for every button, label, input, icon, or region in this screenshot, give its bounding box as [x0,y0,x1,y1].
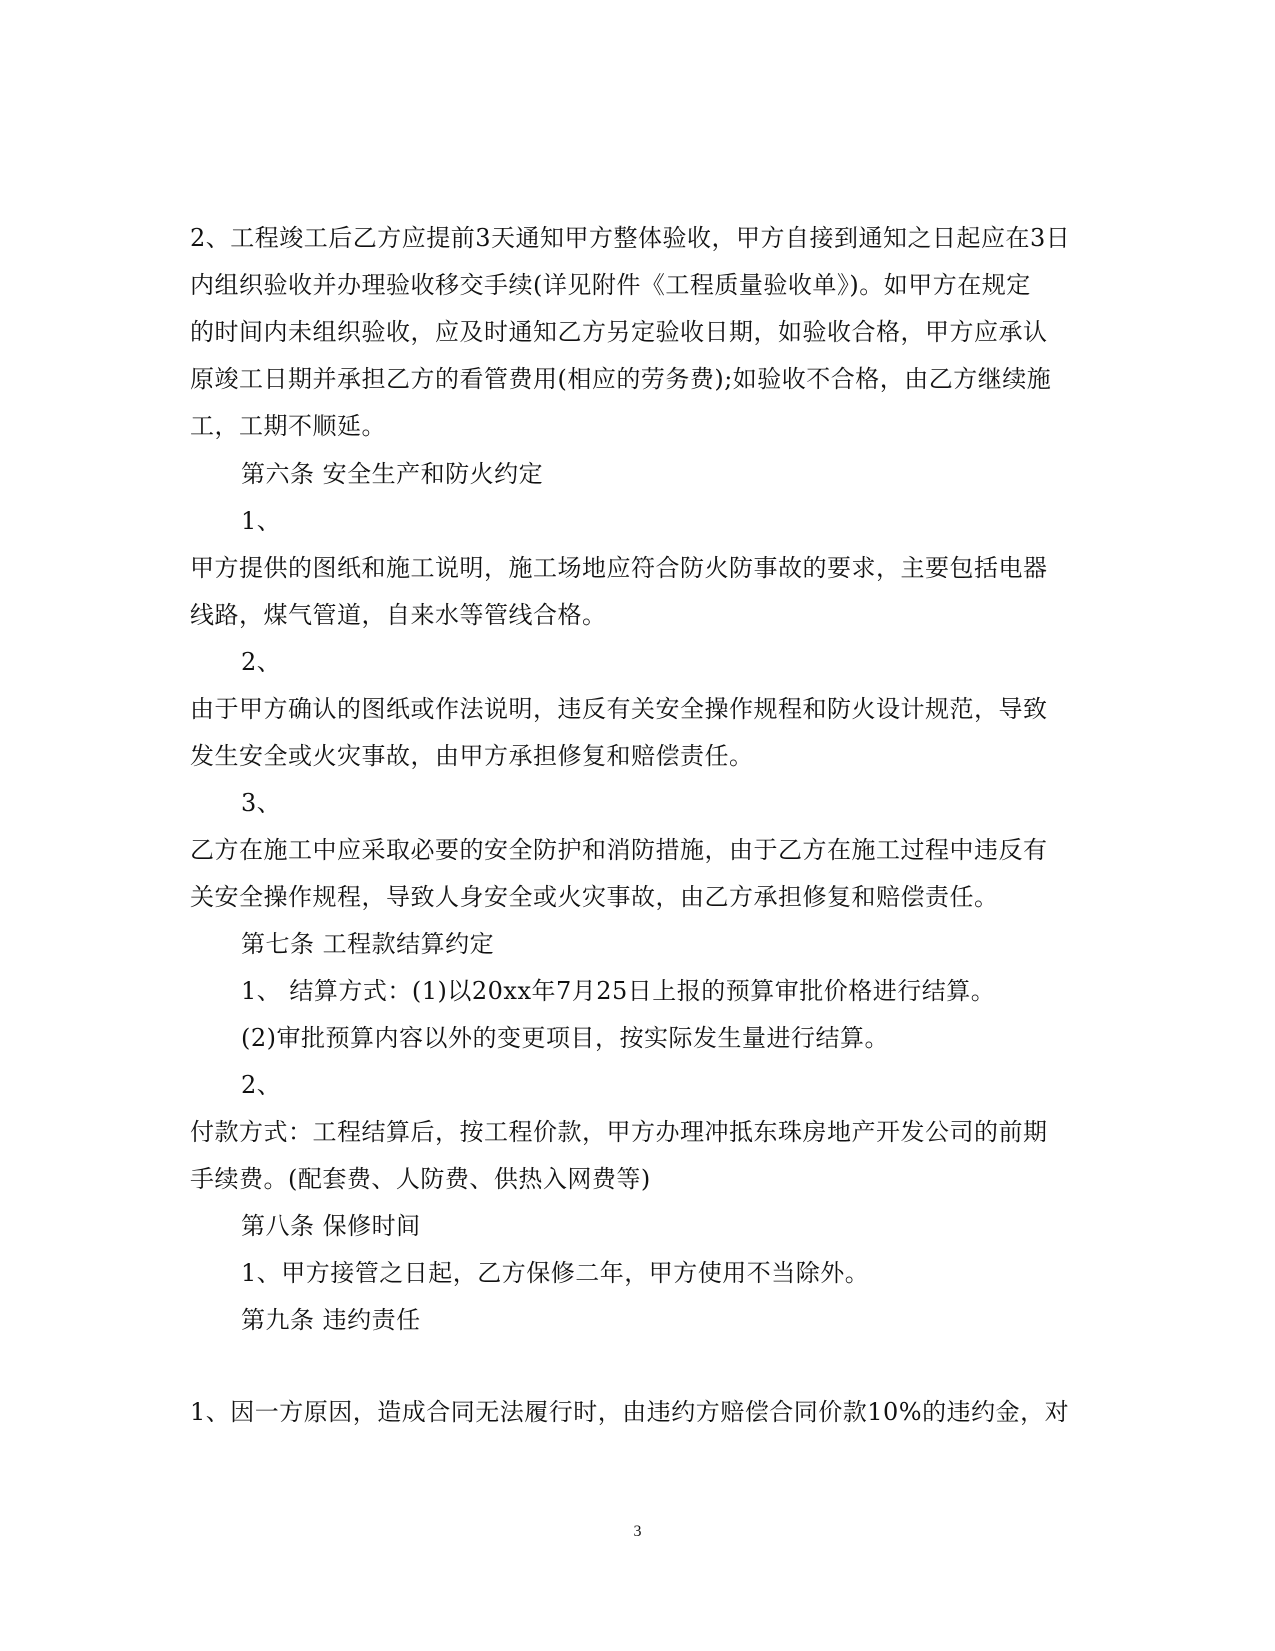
item-number: 1、 [241,507,282,535]
paragraph-line: 由于甲方确认的图纸或作法说明，违反有关安全操作规程和防火设计规范，导致 [190,695,1048,723]
section-heading: 第八条 保修时间 [241,1212,421,1240]
paragraph-line: (2)审批预算内容以外的变更项目，按实际发生量进行结算。 [241,1024,889,1052]
item-number: 2、 [241,648,282,676]
paragraph-line: 线路，煤气管道，自来水等管线合格。 [190,601,607,629]
paragraph-line: 乙方在施工中应采取必要的安全防护和消防措施，由于乙方在施工过程中违反有 [190,836,1048,864]
paragraph-line: 的时间内未组织验收，应及时通知乙方另定验收日期，如验收合格，甲方应承认 [190,318,1048,346]
section-heading: 第七条 工程款结算约定 [241,930,495,958]
paragraph-line: 付款方式：工程结算后，按工程价款，甲方办理冲抵东珠房地产开发公司的前期 [190,1118,1048,1146]
section-heading: 第九条 违约责任 [241,1306,421,1334]
paragraph-line: 手续费。(配套费、人防费、供热入网费等) [190,1165,651,1193]
paragraph-line: 2、工程竣工后乙方应提前3天通知甲方整体验收，甲方自接到通知之日起应在3日 [190,224,1071,252]
paragraph-line: 发生安全或火灾事故，由甲方承担修复和赔偿责任。 [190,742,754,770]
item-number: 2、 [241,1071,282,1099]
paragraph-line: 甲方提供的图纸和施工说明，施工场地应符合防火防事故的要求，主要包括电器 [190,554,1048,582]
paragraph-line: 工，工期不顺延。 [190,412,386,440]
paragraph-line: 1、甲方接管之日起，乙方保修二年，甲方使用不当除外。 [241,1259,870,1287]
section-heading: 第六条 安全生产和防火约定 [241,460,544,488]
paragraph-line: 1、因一方原因，造成合同无法履行时，由违约方赔偿合同价款10%的违约金，对 [190,1398,1070,1426]
paragraph-line: 内组织验收并办理验收移交手续(详见附件《工程质量验收单》)。如甲方在规定 [190,271,1031,299]
item-number: 3、 [241,789,282,817]
paragraph-line: 1、 结算方式：(1)以20xx年7月25日上报的预算审批价格进行结算。 [241,977,996,1005]
paragraph-line: 原竣工日期并承担乙方的看管费用(相应的劳务费);如验收不合格，由乙方继续施 [190,365,1052,393]
page-number: 3 [633,1523,642,1540]
paragraph-line: 关安全操作规程，导致人身安全或火灾事故，由乙方承担修复和赔偿责任。 [190,883,999,911]
